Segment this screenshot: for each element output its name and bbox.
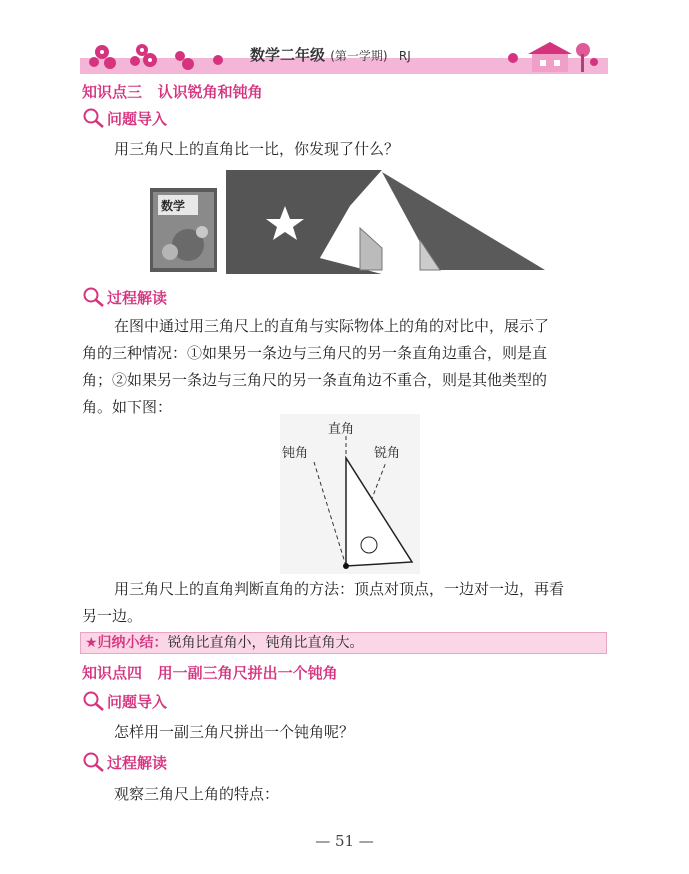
summary-box bbox=[80, 632, 607, 654]
question-heading: 问题导入 bbox=[82, 690, 167, 712]
section-title-4: 知识点四 用一副三角尺拼出一个钝角 bbox=[82, 664, 338, 682]
header-title: 数学二年级 (第一学期) RJ bbox=[250, 46, 411, 64]
magnifier-icon bbox=[82, 286, 104, 308]
page-header bbox=[80, 36, 608, 76]
label-obtuse-angle: 钝角 bbox=[282, 446, 309, 461]
process-heading: 过程解读 bbox=[82, 286, 167, 308]
flag-icon bbox=[226, 170, 382, 274]
label-right-angle: 直角 bbox=[328, 422, 355, 437]
set-square-icon bbox=[382, 172, 545, 270]
summary-label: ★归纳小结： bbox=[85, 635, 168, 651]
explanation-line: 角。如下图： bbox=[82, 398, 173, 416]
angle-diagram-svg bbox=[270, 414, 420, 574]
comparison-photo bbox=[150, 170, 545, 274]
question-text: 怎样用一副三角尺拼出一个钝角呢？ bbox=[114, 723, 355, 741]
method-paragraph bbox=[82, 576, 612, 630]
method-line: 用三角尺上的直角判断直角的方法：顶点对顶点，一边对一边，再看 bbox=[114, 580, 565, 598]
magnifier-icon bbox=[82, 690, 104, 712]
method-line: 另一边。 bbox=[82, 607, 143, 625]
explanation-paragraph bbox=[82, 313, 612, 421]
question-text: 用三角尺上的直角比一比，你发现了什么？ bbox=[114, 140, 400, 158]
magnifier-icon bbox=[82, 751, 104, 773]
observe-text: 观察三角尺上角的特点： bbox=[114, 785, 280, 803]
angle-diagram bbox=[270, 414, 420, 574]
vertex-dot bbox=[343, 563, 349, 569]
process-heading: 过程解读 bbox=[82, 751, 167, 773]
magnifier-icon bbox=[82, 107, 104, 129]
book-title: 数学 bbox=[161, 199, 186, 213]
explanation-line: 角；②如果另一条边与三角尺的另一条直角边不重合，则是其他类型的 bbox=[82, 371, 548, 389]
question-heading: 问题导入 bbox=[82, 107, 167, 129]
section-title-3: 知识点三 认识锐角和钝角 bbox=[82, 83, 263, 101]
summary-text: 锐角比直角小，钝角比直角大。 bbox=[167, 635, 364, 651]
label-acute-angle: 锐角 bbox=[374, 446, 401, 461]
explanation-line: 角的三种情况：①如果另一条边与三角尺的另一条直角边重合，则是直 bbox=[82, 344, 548, 362]
page-number: — 51 — bbox=[315, 832, 374, 850]
photo-illustration bbox=[150, 170, 545, 274]
explanation-line: 在图中通过用三角尺上的直角与实际物体上的角的对比中，展示了 bbox=[114, 317, 550, 335]
